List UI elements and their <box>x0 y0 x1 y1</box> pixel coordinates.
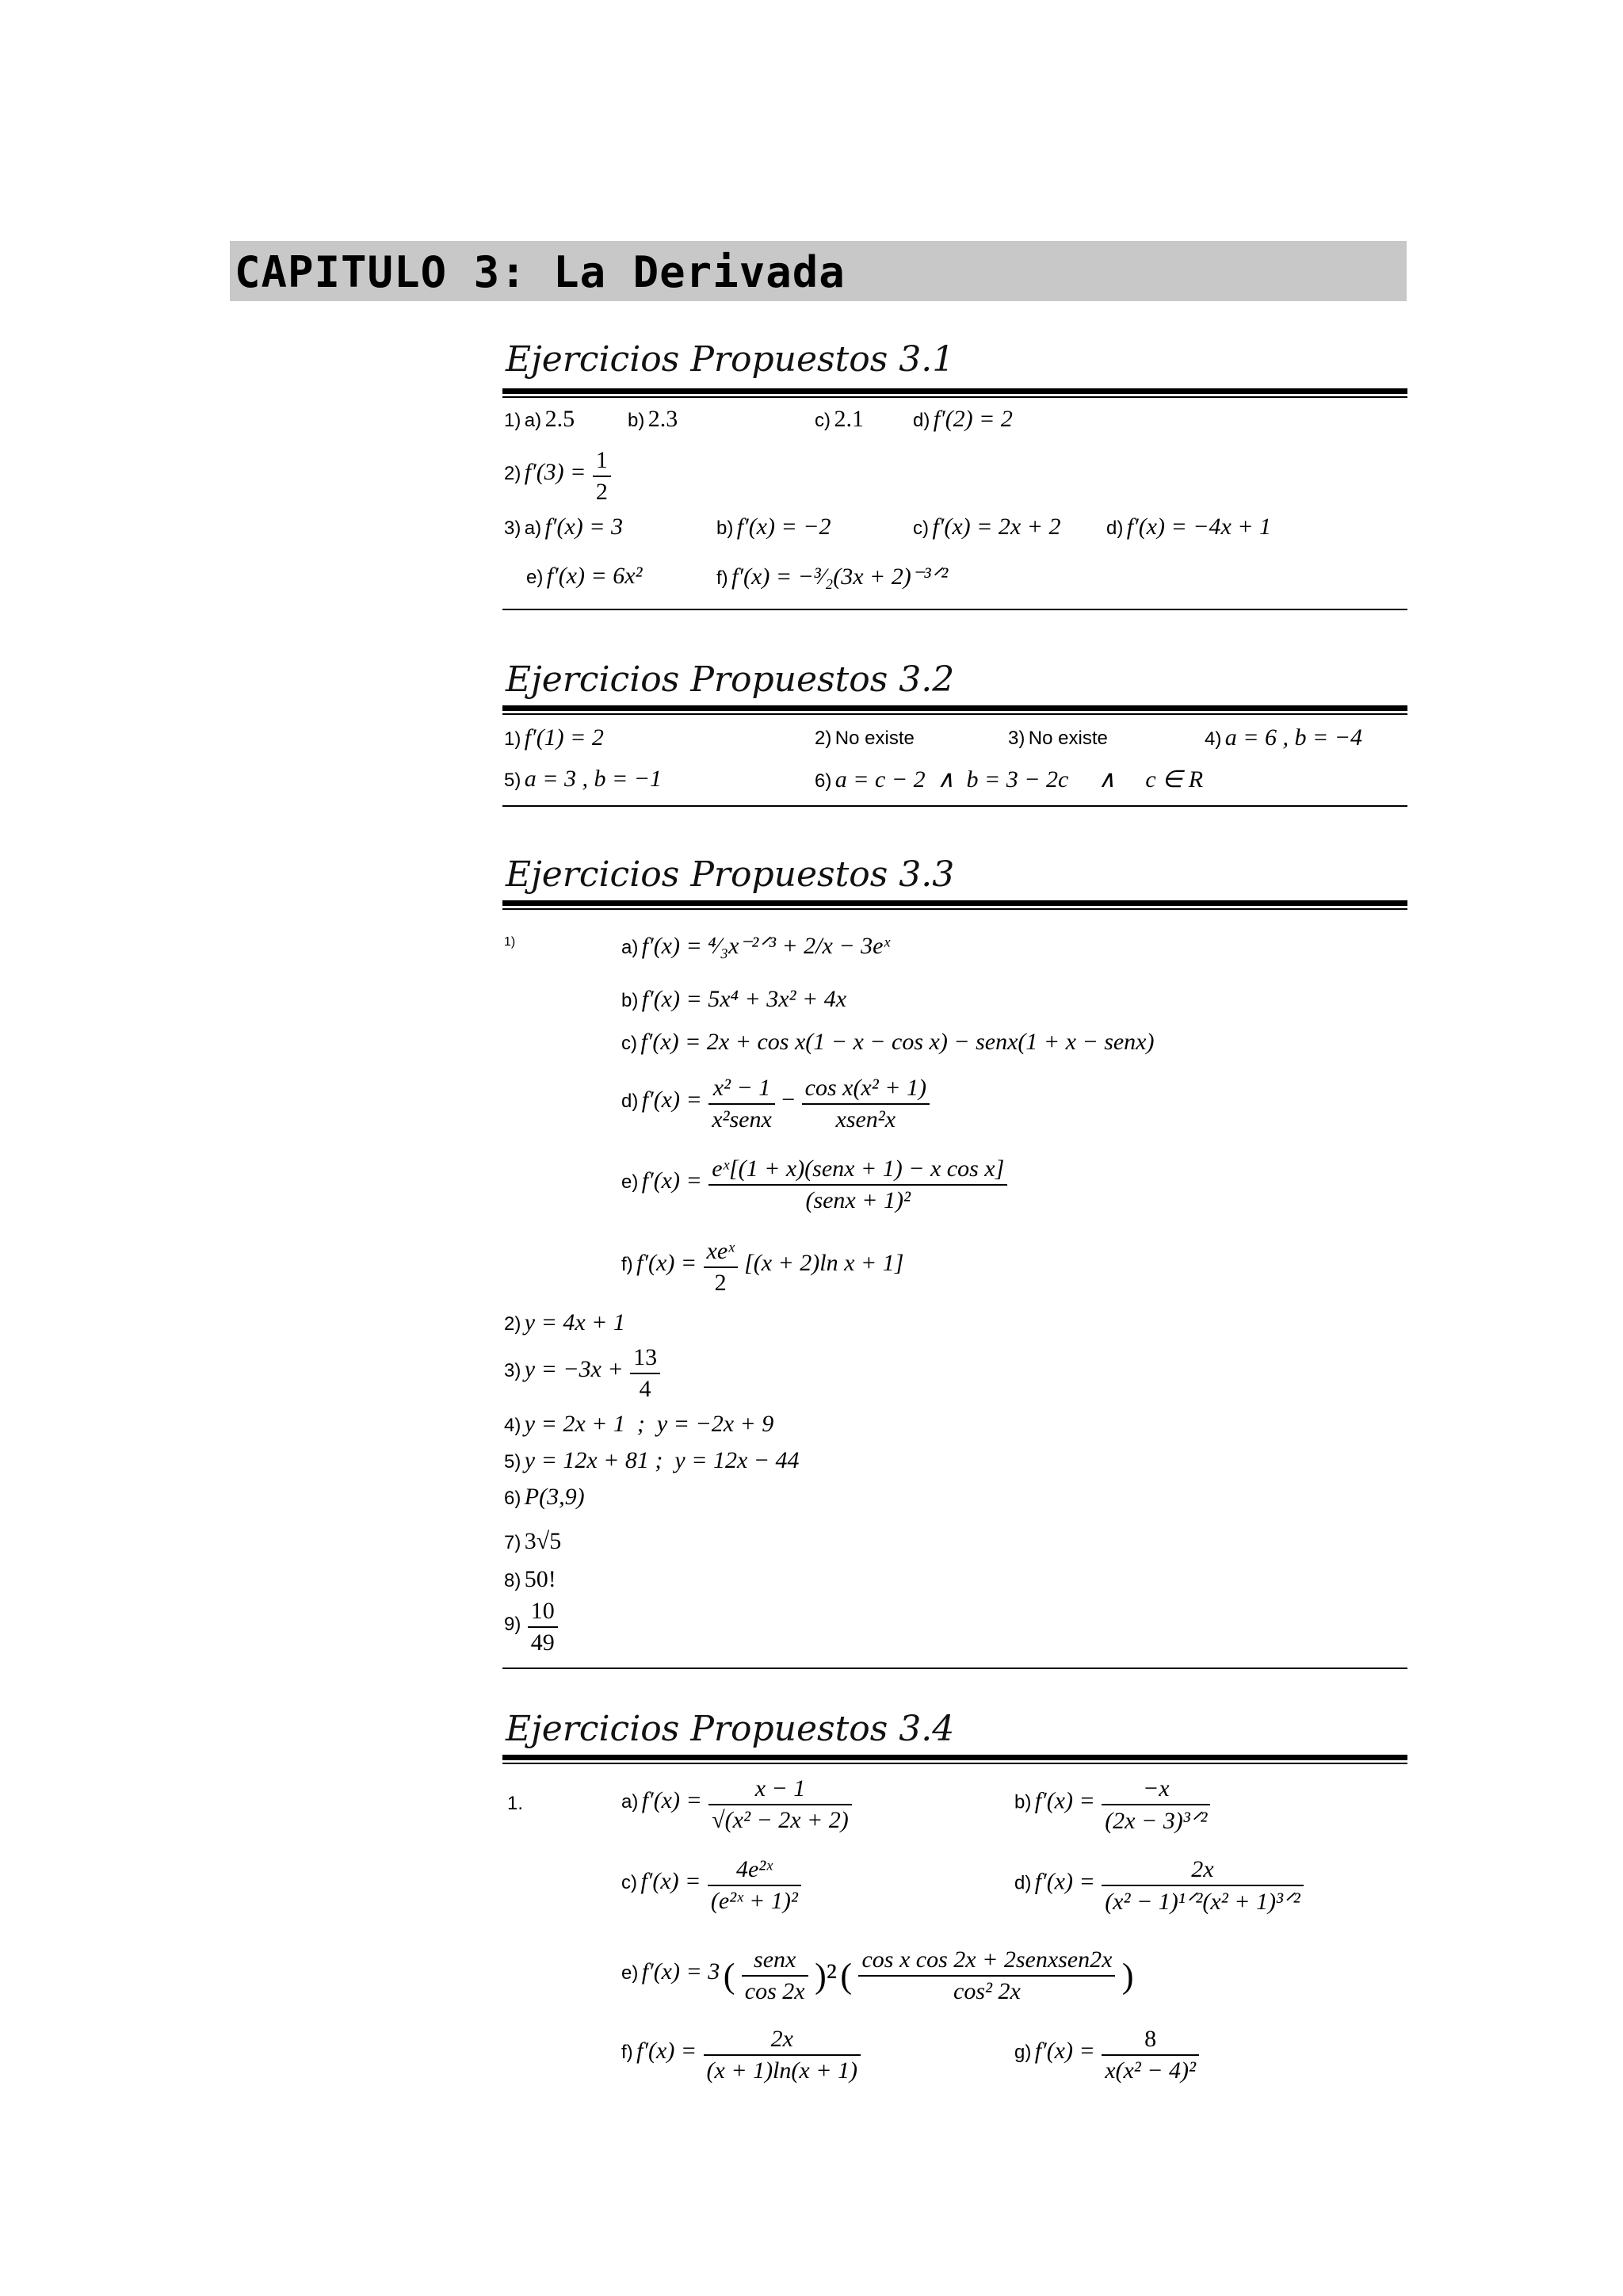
answer-value: y = 4x + 1 <box>524 1309 625 1335</box>
answer-3-1-1d <box>913 406 1013 433</box>
answer-lhs: f′(x) = <box>1034 1868 1095 1895</box>
answer-lhs: f′(x) = <box>636 2038 697 2065</box>
answer-value: f′(x) = −2 <box>736 514 831 540</box>
fraction <box>630 1344 660 1403</box>
section-rule-thin <box>502 908 1407 910</box>
fraction <box>802 1075 930 1133</box>
denominator: (x + 1)ln(x + 1) <box>706 2057 857 2084</box>
numerator: x − 1 <box>708 1775 852 1805</box>
answer-value: f′(1) = 2 <box>524 724 604 751</box>
item-number: 5) <box>504 770 521 791</box>
answer-3-4-1c <box>621 1856 804 1915</box>
part-label: b) <box>628 410 645 431</box>
part-label: d) <box>621 1091 639 1113</box>
section-rule-thin <box>502 1763 1407 1764</box>
denominator: (senx + 1)² <box>805 1187 911 1213</box>
item-number: 4) <box>504 1415 521 1436</box>
answer-3-3-1c <box>621 1029 1155 1056</box>
answer-3-3-1d <box>621 1075 933 1133</box>
fraction <box>1102 1775 1210 1835</box>
answer-rhs: [(x + 2)ln x + 1] <box>744 1250 904 1277</box>
part-label: e) <box>621 1171 639 1194</box>
answer-3-2-4 <box>1205 724 1362 751</box>
answer-3-1-1c <box>815 406 864 433</box>
answer-value: a = 6 , b = −4 <box>1224 724 1363 751</box>
answer-3-2-1 <box>504 724 604 751</box>
denominator: (2x − 3)³ᐟ² <box>1105 1808 1208 1834</box>
part-label: f) <box>621 2042 633 2064</box>
section-title-3-1: Ejercicios Propuestos 3.1 <box>506 339 955 380</box>
answer-lhs: f′(x) = <box>641 1787 702 1814</box>
item-number: 8) <box>504 1570 521 1591</box>
denominator: 4 <box>639 1376 651 1402</box>
answer-value: f′(x) = 2x + 2 <box>932 514 1061 540</box>
answer-3-1-3e <box>526 563 643 590</box>
answer-lhs: f′(x) = <box>1034 1787 1095 1814</box>
answer-value: f′(x) = ⁴⁄₃x⁻²ᐟ³ + 2/x − 3eˣ <box>641 933 890 959</box>
fraction <box>742 1946 808 2005</box>
section-rule-thick <box>502 388 1407 394</box>
item-number: 9) <box>504 1614 521 1636</box>
answer-lhs: f′(x) = 3 <box>641 1958 720 1985</box>
section-title-3-3: Ejercicios Propuestos 3.3 <box>506 854 955 895</box>
denominator: cos² 2x <box>953 1978 1021 2004</box>
item-number: 7) <box>504 1532 521 1553</box>
answer-value: a = 3 , b = −1 <box>524 766 663 792</box>
fraction <box>708 1775 852 1834</box>
numerator: senx <box>742 1946 808 1977</box>
part-label: b) <box>621 990 639 1011</box>
denominator: 49 <box>530 1629 555 1656</box>
part-label: a) <box>524 410 542 431</box>
part-label: b) <box>1014 1791 1032 1813</box>
answer-3-4-1d <box>1014 1856 1307 1916</box>
denominator: 2 <box>595 479 608 505</box>
part-label: a) <box>524 518 542 539</box>
part-label: d) <box>913 410 930 431</box>
fraction <box>708 1156 1007 1214</box>
answer-3-2-5 <box>504 766 662 793</box>
answer-value: 2.3 <box>647 406 678 432</box>
fraction <box>528 1598 558 1656</box>
item-number: 5) <box>504 1451 521 1473</box>
numerator: −x <box>1102 1775 1210 1805</box>
chapter-title: CAPITULO 3: La Derivada <box>235 247 846 297</box>
answer-value: a = c − 2 ∧ b = 3 − 2c ∧ c ∈ R <box>834 766 1204 793</box>
answer-value: P(3,9) <box>524 1484 585 1510</box>
answer-3-3-1b <box>621 986 846 1013</box>
item-number: 2) <box>504 463 521 485</box>
numerator: 10 <box>528 1598 558 1628</box>
answer-3-2-3 <box>1008 728 1108 750</box>
right-paren: ) <box>1121 1956 1134 1996</box>
answer-3-2-2 <box>815 728 915 750</box>
denominator: (x² − 1)¹ᐟ²(x² + 1)³ᐟ² <box>1105 1889 1300 1915</box>
numerator: cos x cos 2x + 2senxsen2x <box>858 1946 1115 1977</box>
part-label: d) <box>1106 518 1124 539</box>
answer-value: 3√5 <box>524 1528 562 1554</box>
denominator: xsen²x <box>835 1106 896 1133</box>
numerator: eˣ[(1 + x)(senx + 1) − x cos x] <box>708 1156 1007 1186</box>
item-number: 6) <box>815 770 832 792</box>
item-number: 3) <box>504 1360 521 1382</box>
answer-3-1-3b <box>716 514 831 541</box>
answer-lhs: f′(x) = <box>640 1868 701 1895</box>
left-paren: ( <box>840 1956 853 1996</box>
answer-value: y = 2x + 1 ; y = −2x + 9 <box>524 1411 774 1437</box>
fraction <box>858 1946 1115 2005</box>
fraction <box>704 2026 861 2084</box>
answer-value: f′(x) = −³⁄₂(3x + 2)⁻³ᐟ² <box>731 563 949 590</box>
section-end-rule <box>502 609 1407 610</box>
section-rule-thin <box>502 396 1407 398</box>
answer-3-2-6 <box>815 766 1203 793</box>
fraction <box>708 1075 775 1133</box>
part-label: g) <box>1014 2042 1032 2064</box>
answer-lhs: f′(3) = <box>524 459 586 486</box>
answer-3-3-9 <box>504 1598 561 1656</box>
answer-lhs: f′(x) = <box>641 1167 702 1194</box>
answer-3-3-1a <box>621 932 890 960</box>
answer-3-4-1a <box>621 1775 855 1834</box>
section-end-rule <box>502 805 1407 807</box>
answer-value: No existe <box>834 728 915 749</box>
item-number: 4) <box>1205 728 1222 750</box>
item-number: 2) <box>815 728 832 749</box>
answer-3-3-6 <box>504 1484 585 1511</box>
fraction <box>704 1238 738 1297</box>
item-number: 1) <box>504 728 521 750</box>
item-number: 1) <box>504 410 521 431</box>
answer-value: f′(x) = 3 <box>544 514 624 540</box>
part-label: c) <box>621 1872 637 1894</box>
answer-3-4-1b <box>1014 1775 1213 1835</box>
numerator: 8 <box>1102 2026 1199 2056</box>
part-label: a) <box>621 937 639 958</box>
answer-3-4-1e <box>621 1946 1134 2005</box>
denominator: √(x² − 2x + 2) <box>712 1807 849 1833</box>
numerator: 1 <box>593 447 611 477</box>
answer-3-4-1f <box>621 2026 864 2084</box>
answer-value: 2.5 <box>544 406 575 432</box>
denominator: x(x² − 4)² <box>1105 2057 1197 2084</box>
section-end-rule <box>502 1668 1407 1669</box>
part-label: a) <box>621 1791 639 1813</box>
answer-lhs: f′(x) = <box>641 1087 702 1114</box>
denominator: x²senx <box>712 1106 772 1133</box>
answer-value: f′(x) = 2x + cos x(1 − x − cos x) − senx(1 + x − senx) <box>640 1029 1155 1055</box>
denominator: (e²ˣ + 1)² <box>710 1888 798 1914</box>
fraction <box>593 447 611 506</box>
answer-3-3-1f <box>621 1238 903 1297</box>
answer-value: f′(x) = −4x + 1 <box>1126 514 1272 540</box>
denominator: cos 2x <box>744 1978 805 2004</box>
answer-3-1-2 <box>504 447 614 506</box>
answer-3-3-3 <box>504 1344 663 1403</box>
answer-value: 50! <box>524 1566 556 1592</box>
part-label: e) <box>621 1962 639 1985</box>
answer-3-1-1 <box>504 406 575 433</box>
part-label: c) <box>815 410 831 431</box>
answer-value: f′(2) = 2 <box>933 406 1013 432</box>
answer-3-3-8 <box>504 1566 556 1593</box>
part-label: f) <box>621 1254 633 1276</box>
part-label: c) <box>913 518 929 539</box>
answer-3-1-3f <box>716 563 948 590</box>
numerator: 13 <box>630 1344 660 1374</box>
answer-3-3-1e <box>621 1156 1010 1214</box>
answer-lhs: f′(x) = <box>1034 2038 1095 2065</box>
answer-3-1-1b <box>628 406 678 433</box>
item-number: 6) <box>504 1488 521 1509</box>
answer-value: f′(x) = 6x² <box>546 563 643 589</box>
item-number: 2) <box>504 1313 521 1335</box>
section-title-3-4: Ejercicios Propuestos 3.4 <box>506 1709 955 1749</box>
section-rule-thick <box>502 900 1407 906</box>
section-rule-thin <box>502 713 1407 715</box>
part-label: e) <box>526 567 544 588</box>
part-label: d) <box>1014 1872 1032 1894</box>
numerator: x² − 1 <box>708 1075 775 1105</box>
item-number: 3) <box>504 518 521 539</box>
answer-value: y = 12x + 81 ; y = 12x − 44 <box>524 1447 800 1473</box>
section-rule-thick <box>502 705 1407 711</box>
part-label: f) <box>716 567 728 589</box>
answer-3-3-5 <box>504 1447 800 1474</box>
left-paren: ( <box>723 1956 735 1996</box>
item-number-3-4-1: 1. <box>507 1793 524 1814</box>
answer-3-1-3d <box>1106 514 1271 541</box>
right-paren-squared: )² <box>815 1956 837 1996</box>
numerator: 2x <box>1102 1856 1303 1886</box>
answer-value: f′(x) = 5x⁴ + 3x² + 4x <box>641 986 847 1012</box>
numerator: cos x(x² + 1) <box>802 1075 930 1105</box>
fraction <box>1102 2026 1199 2084</box>
answer-value: y = −3x + <box>524 1356 624 1383</box>
item-number: 3) <box>1008 728 1025 749</box>
answer-3-1-3a <box>504 514 623 541</box>
item-number-3-3-1: 1) <box>504 935 516 949</box>
answer-3-3-2 <box>504 1309 625 1336</box>
numerator: 4e²ˣ <box>708 1856 801 1886</box>
denominator: 2 <box>714 1270 727 1296</box>
numerator: 2x <box>704 2026 861 2056</box>
fraction <box>708 1856 801 1915</box>
part-label: c) <box>621 1033 637 1054</box>
answer-lhs: f′(x) = <box>636 1250 697 1277</box>
part-label: b) <box>716 518 734 539</box>
answer-3-3-4 <box>504 1411 773 1438</box>
fraction <box>1102 1856 1303 1916</box>
section-rule-thick <box>502 1755 1407 1760</box>
answer-value: No existe <box>1028 728 1108 749</box>
section-title-3-2: Ejercicios Propuestos 3.2 <box>506 659 955 700</box>
answer-value: 2.1 <box>834 406 864 432</box>
answer-3-4-1g <box>1014 2026 1202 2084</box>
operator: − <box>781 1087 796 1114</box>
answer-3-1-3c <box>913 514 1060 541</box>
numerator: xeˣ <box>704 1238 738 1268</box>
answer-3-3-7 <box>504 1528 561 1555</box>
